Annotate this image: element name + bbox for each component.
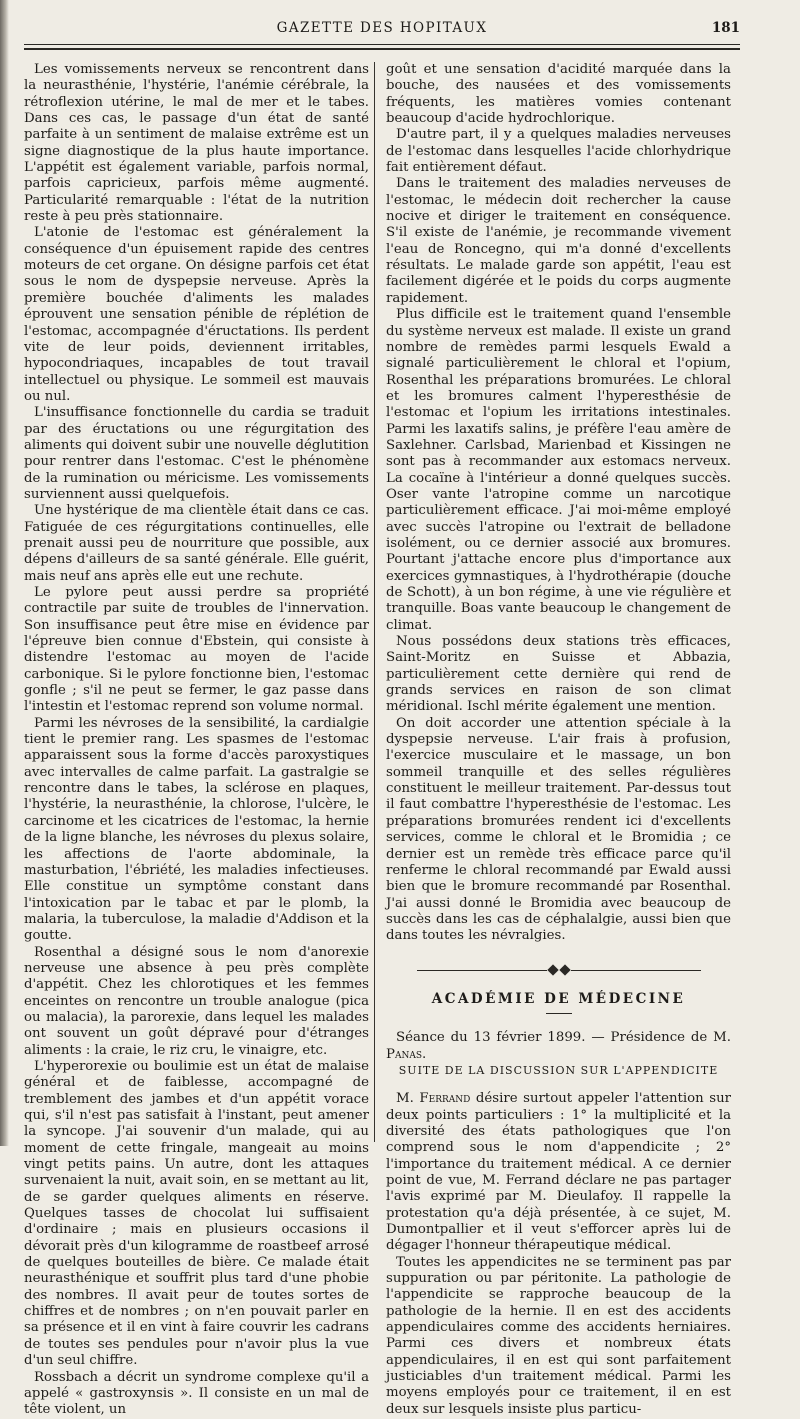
paragraph: Parmi les névroses de la sensibilité, la cardialgie tient le premier rang. Les spasmes de l'estomac apparaissent sous la forme d'accès paroxystiques avec intervalles de calme parfait. La gastralgie se rencontre dans le tabes, la sclérose en plaques, l'hystérie, la neurasthénie, la chlorose, l'ulcère, le carcinome et les cicatrices de l'estomac, la hernie de la ligne blanche, les névroses du plexus solaire, les affections de l'aorte abdominale, la masturbation, l'ébriété, les maladies infectieuses. Elle constitue un symptôme constant dans l'intoxication par le tabac et par le plomb, la malaria, la tuberculose, la maladie d'Addison et la goutte.: [24, 715, 369, 944]
paragraph: Les vomissements nerveux se rencontrent dans la neurasthénie, l'hystérie, l'anémie cérébrale, la rétroflexion utérine, le mal de mer et le tabes. Dans ces cas, le passage d'un état de santé parfaite à un sentiment de malaise extrême est un signe diagnostique de la plus haute importance. L'appétit est également variable, parfois normal, parfois capricieux, parfois même augmenté. Particularité remarquable : l'état de la nutrition reste à peu près stationnaire.: [24, 62, 369, 225]
paragraph: Toutes les appendicites ne se terminent pas par suppuration ou par péritonite. La pathologie de l'appendicite se rapproche beaucoup de la pathologie de la hernie. Il en est des accidents appendiculaires comme des accidents herniaires. Parmi ces divers et nombreux états appendiculaires, il en est qui sont parfaitement justiciables d'un traitement médical. Parmi les moyens employés pour ce traitement, il en est deux sur lesquels insiste plus particu-: [386, 1254, 731, 1417]
paragraph: goût et une sensation d'acidité marquée dans la bouche, des nausées et des vomissements fréquents, les matières vomies contenant beaucoup d'acide hydrochlorique.: [386, 62, 731, 127]
section-ornament: [386, 963, 731, 979]
paragraph: D'autre part, il y a quelques maladies nerveuses de l'estomac dans lesquelles l'acide chlorhydrique fait entièrement défaut.: [386, 127, 731, 176]
page-binding-edge: [0, 0, 9, 1146]
header-rule-thick: [24, 48, 740, 50]
president-name: Panas: [386, 1046, 422, 1062]
section-title: ACADÉMIE DE MÉDECINE: [431, 990, 686, 1007]
paragraph: Nous possédons deux stations très efficaces, Saint-Moritz en Suisse et Abbazia, particulièrement cette dernière qui rend de grands services en raison de son climat méridional. Ischl mérite également une mention.: [386, 634, 731, 715]
header-rule-thin: [24, 44, 740, 45]
journal-title: GAZETTE DES HOPITAUX: [276, 20, 488, 36]
paragraph: [386, 1091, 731, 1254]
paragraph: Rosenthal a désigné sous le nom d'anorexie nerveuse une absence à peu près complète d'appétit. Chez les chlorotiques et les femmes enceintes on rencontre un trouble analogue (pica ou malacia), la parorexie, dans lequel les malades ont souvent un goût dépravé pour d'étranges aliments : la craie, le riz cru, le vinaigre, etc.: [24, 944, 369, 1058]
paragraph: Rossbach a décrit un syndrome complexe qu'il a appelé « gastroxynsis ». Il consiste en un mal de tête violent, un: [24, 1369, 369, 1418]
paragraph: L'atonie de l'estomac est généralement la conséquence d'un épuisement rapide des centres moteurs de cet organe. On désigne parfois cet état sous le nom de dyspepsie nerveuse. Après la première bouchée d'aliments les malades éprouvent une sensation pénible de réplétion de l'estomac, accompagnée d'éructations. Ils perdent vite de leur poids, deviennent irritables, hypocondriaques, incapables de tout travail intellectuel ou physique. Le sommeil est mauvais ou nul.: [24, 225, 369, 404]
paragraph: On doit accorder une attention spéciale à la dyspepsie nerveuse. L'air frais à profusion, l'exercice musculaire et le massage, un bon sommeil tranquille et des selles régulières constituent le meilleur traitement. Par-dessus tout il faut combattre l'hyperesthésie de l'estomac. Les préparations bromurées rendent ici d'excellents services, comme le chloral et le Bromidia ; ce dernier est un remède très efficace parce qu'il renferme le chloral recommandé par Ewald aussi bien que le bromure recommandé par Rosenthal. J'ai aussi donné le Bromidia avec beaucoup de succès dans les cas de céphalalgie, aussi bien que dans toutes les névralgies.: [386, 715, 731, 944]
page-header: [24, 18, 740, 38]
left-column: [24, 62, 369, 1419]
paragraph: Plus difficile est le traitement quand l'ensemble du système nerveux est malade. Il existe un grand nombre de remèdes parmi lesquels Ewald a signalé particulièrement le chloral et l'opium, Rosenthal les préparations bromurées. Le chloral et les bromures calment l'hyperesthésie de l'estomac et l'opium les irritations intestinales. Parmi les laxatifs salins, je préfère l'eau amère de Saxlehner. Carlsbad, Marienbad et Kissingen ne sont pas à recommander aux estomacs nerveux. La cocaïne à l'intérieur a donné quelques succès. Oser vante l'atropine comme un narcotique particulièrement efficace. J'ai moi-même employé avec succès l'atropine ou l'extrait de belladone isolément, ou ce dernier associé aux bromures. Pourtant j'attache encore plus d'importance aux exercices gymnastiques, à l'hydrothérapie (douche de Schott), à un bon régime, à une vie régulière et tranquille. Boas vante beaucoup le changement de climat.: [386, 307, 731, 633]
paragraph: L'insuffisance fonctionnelle du cardia se traduit par des éructations ou une régurgitation des aliments qui doivent subir une nouvelle déglutition pour rentrer dans l'estomac. C'est le phénomène de la rumination ou méricisme. Les vomissements surviennent aussi quelquefois.: [24, 405, 369, 502]
right-column: [386, 62, 731, 1418]
paragraph: Dans le traitement des maladies nerveuses de l'estomac, le médecin doit rechercher la cause nocive et diriger le traitement en conséquence. S'il existe de l'anémie, je recommande vivement l'eau de Roncegno, qui m'a donné d'excellents résultats. Le malade garde son appétit, l'eau est facilement digérée et le poids du corps augmente rapidement.: [386, 176, 731, 306]
speaker-text: désire surtout appeler l'attention sur deux points particuliers : 1° la multiplicité et la diversité des états pathologiques que l'on comprend sous le nom d'appendicite ; 2° l'importance du traitement médical. A ce dernier point de vue, M. Ferrand déclare ne pas partager l'avis exprimé par M. Dieulafoy. Il rappelle la protestation qu'a déjà présentée, à ce sujet, M. Dumontpallier et il veut s'efforcer après lui de dégager l'honneur thérapeutique médical.: [386, 1091, 731, 1254]
paragraph: L'hyperorexie ou boulimie est un état de malaise général et de faiblesse, accompagné de tremblement des jambes et d'un appétit vorace qui, s'il n'est pas satisfait à l'instant, peut amener la syncope. J'ai souvenir d'un malade, qui au moment de cette fringale, mangeait au moins vingt petits pains. Un autre, dont les attaques survenaient la nuit, avait soin, en se mettant au lit, de se garder quelques aliments en réserve. Quelques tasses de chocolat lui suffisaient d'ordinaire ; mais en plusieurs occasions il dévorait près d'un kilogramme de roastbeef arrosé de quelques bouteilles de bière. Ce malade était neurasthénique et souffrit plus tard d'une phobie des nombres. Il avait peur de toutes sortes de chiffres et de nombres ; on n'en pouvait parler en sa présence et il en vint à faire couvrir les cadrans de toutes ses pendules pour n'avoir plus la vue d'un seul chiffre.: [24, 1058, 369, 1369]
page-number: 181: [711, 20, 740, 36]
session-line: [386, 1030, 731, 1063]
session-end: .: [422, 1046, 427, 1062]
discussion-subheading: SUITE DE LA DISCUSSION SUR L'APPENDICITE: [398, 1063, 719, 1077]
column-divider: [374, 62, 375, 1142]
speaker-name: M. Ferrand: [396, 1091, 471, 1107]
session-text: Séance du 13 février 1899. — Présidence de M.: [396, 1030, 731, 1046]
paragraph: Une hystérique de ma clientèle était dans ce cas. Fatiguée de ces régurgitations continuelles, elle prenait aussi peu de nourriture que possible, aux dépens d'ailleurs de sa santé générale. Elle guérit, mais neuf ans après elle eut une rechute.: [24, 503, 369, 584]
section-title-rule: [546, 1013, 572, 1014]
paragraph: Le pylore peut aussi perdre sa propriété contractile par suite de troubles de l'innervation. Son insuffisance peut être mise en évidence par l'épreuve bien connue d'Ebstein, qui consiste à distendre l'estomac au moyen de l'acide carbonique. Si le pylore fonctionne bien, l'estomac gonfle ; s'il ne peut se fermer, le gaz passe dans l'intestin et l'estomac reprend son volume normal.: [24, 585, 369, 715]
